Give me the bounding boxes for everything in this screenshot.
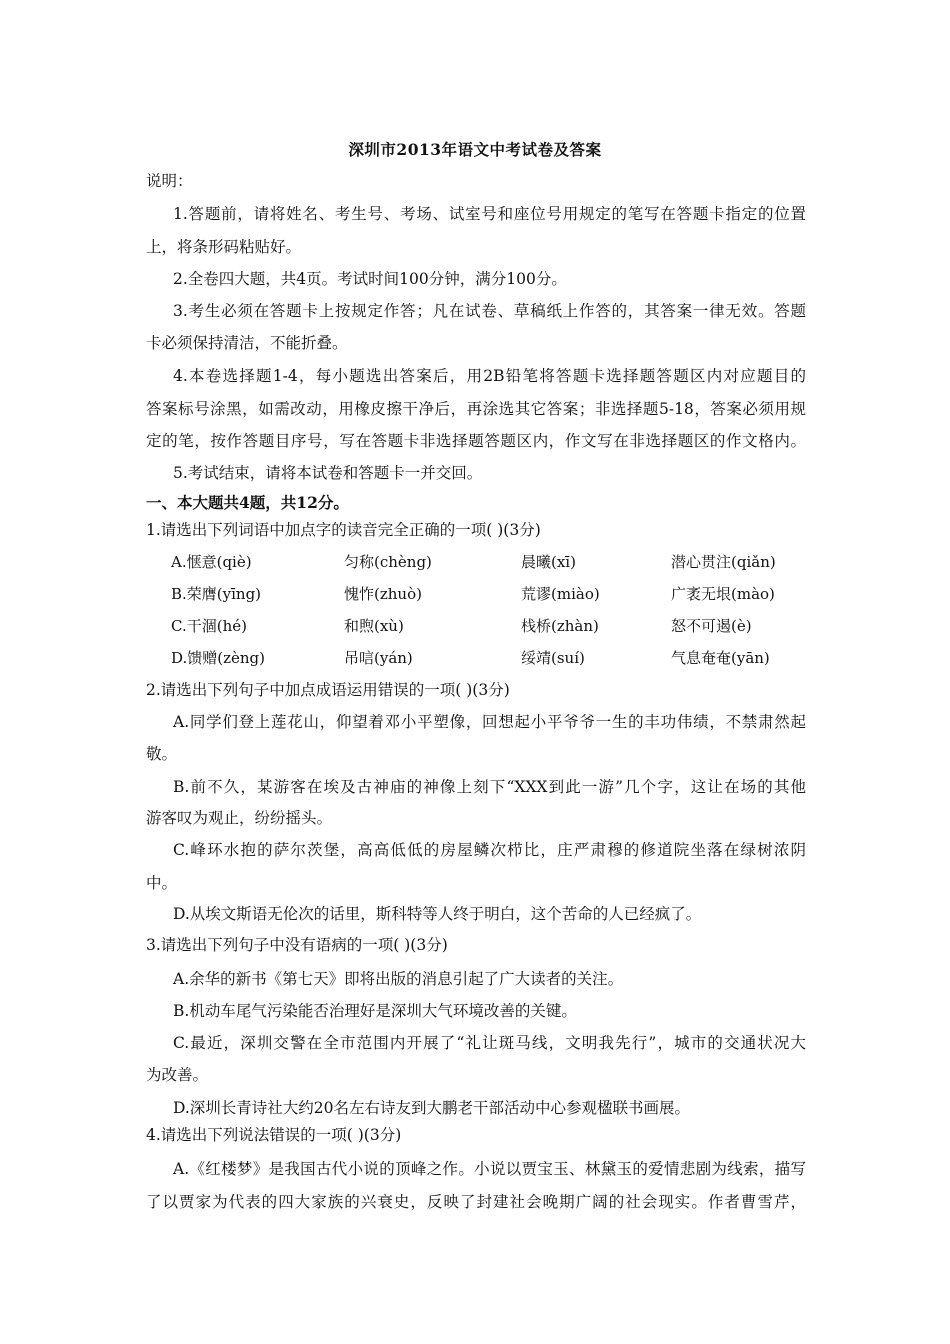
question-1-stem: 1.请选出下列词语中加点字的读音完全正确的一项( )(3分) <box>146 521 541 539</box>
q4-option-a-line2: 了以贾家为代表的四大家族的兴衰史，反映了封建社会晚期广阔的社会现实。作者曹雪芹， <box>146 1193 806 1211</box>
instructions-heading: 说明： <box>146 172 193 190</box>
instruction-2: 2.全卷四大题，共4页。考试时间100分钟，满分100分。 <box>173 270 567 288</box>
instruction-1-line2: 上，将条形码粘贴好。 <box>146 238 302 256</box>
q2-option-b-line1: B.前不久，某游客在埃及古神庙的神像上刻下“XXX到此一游”几个字，这让在场的其他 <box>173 778 806 796</box>
instruction-4-line3: 定的笔，按作答题目序号，写在答题卡非选择题答题区内，作文写在非选择题区的作文格内。 <box>146 432 806 450</box>
page-title: 深圳市2013年语文中考试卷及答案 <box>348 140 602 159</box>
q3-option-d: D.深圳长青诗社大约20名左右诗友到大鹏老干部活动中心参观楹联书画展。 <box>173 1099 691 1117</box>
q1-option-c-4: 怒不可遏(è) <box>671 617 752 635</box>
q1-option-d-4: 气息奄奄(yān) <box>671 649 770 667</box>
q1-option-c-2: 和煦(xù) <box>344 617 404 635</box>
q1-option-b-2: 愧怍(zhuò) <box>344 585 422 603</box>
q3-option-c-line1: C.最近，深圳交警在全市范围内开展了“礼让斑马线，文明我先行”，城市的交通状况大 <box>173 1034 806 1052</box>
q1-option-d-3: 绥靖(suí) <box>521 649 585 667</box>
q1-option-a-4: 潜心贯注(qiǎn) <box>671 553 776 571</box>
q1-option-a-1: A.惬意(qiè) <box>171 553 252 571</box>
q2-option-a-line1: A.同学们登上莲花山，仰望着邓小平塑像，回想起小平爷爷一生的丰功伟绩，不禁肃然起 <box>173 713 806 731</box>
instruction-3-line1: 3.考生必须在答题卡上按规定作答；凡在试卷、草稿纸上作答的，其答案一律无效。答题 <box>173 302 806 320</box>
section-1-heading: 一、本大题共4题，共12分。 <box>146 493 349 512</box>
q2-option-a-line2: 敬。 <box>146 745 178 763</box>
q1-option-c-1: C.干涸(hé) <box>171 617 247 635</box>
q1-option-a-2: 匀称(chèng) <box>344 553 432 571</box>
q3-option-a: A.余华的新书《第七天》即将出版的消息引起了广大读者的关注。 <box>173 970 624 988</box>
q1-option-d-1: D.馈赠(zèng) <box>171 649 266 667</box>
q3-option-c-line2: 为改善。 <box>146 1066 209 1084</box>
q1-option-a-3: 晨曦(xī) <box>521 553 576 571</box>
q2-option-c-line1: C.峰环水抱的萨尔茨堡，高高低低的房屋鳞次栉比，庄严肃穆的修道院坐落在绿树浓阴 <box>173 841 806 859</box>
question-2-stem: 2.请选出下列句子中加点成语运用错误的一项( )(3分) <box>146 681 510 699</box>
q2-option-b-line2: 游客叹为观止，纷纷摇头。 <box>146 809 333 827</box>
q1-option-b-4: 广袤无垠(mào) <box>671 585 775 603</box>
instruction-4-line1: 4.本卷选择题1-4，每小题选出答案后，用2B铅笔将答题卡选择题答题区内对应题目的 <box>173 367 806 385</box>
q2-option-d-line1: D.从埃文斯语无伦次的话里，斯科特等人终于明白，这个苦命的人已经疯了。 <box>173 905 702 923</box>
instruction-3-line2: 卡必须保持清洁，不能折叠。 <box>146 334 348 352</box>
q3-option-b: B.机动车尾气污染能否治理好是深圳大气环境改善的关键。 <box>173 1002 577 1020</box>
instruction-5: 5.考试结束，请将本试卷和答题卡一并交回。 <box>173 464 483 482</box>
question-4-stem: 4.请选出下列说法错误的一项( )(3分) <box>146 1126 402 1144</box>
instruction-1-line1: 1.答题前，请将姓名、考生号、考场、试室号和座位号用规定的笔写在答题卡指定的位置 <box>173 205 806 223</box>
q1-option-c-3: 栈桥(zhàn) <box>521 617 599 635</box>
q1-option-b-1: B.荣膺(yīng) <box>171 585 262 603</box>
instruction-4-line2: 答案标号涂黑，如需改动，用橡皮擦干净后，再涂选其它答案；非选择题5-18，答案必须用规 <box>146 400 806 418</box>
q1-option-d-2: 吊唁(yán) <box>344 649 413 667</box>
q4-option-a-line1: A.《红楼梦》是我国古代小说的顶峰之作。小说以贾宝玉、林黛玉的爱情悲剧为线索，描写 <box>173 1160 806 1178</box>
question-3-stem: 3.请选出下列句子中没有语病的一项( )(3分) <box>146 936 448 954</box>
q1-option-b-3: 荒谬(miào) <box>521 585 600 603</box>
q2-option-c-line2: 中。 <box>146 874 178 892</box>
